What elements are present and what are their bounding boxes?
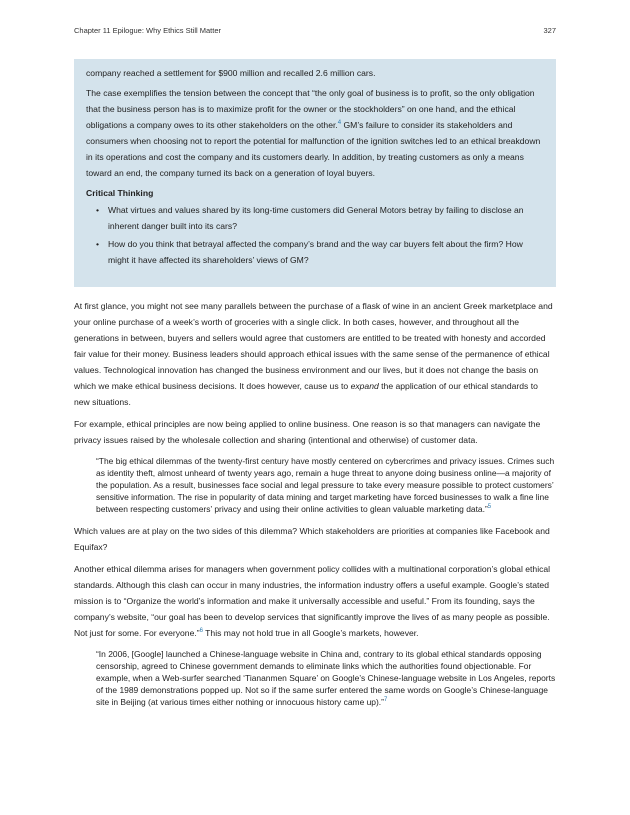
list-item: • How do you think that betrayal affected the company’s brand and the way car buyers felt about the firm? How might it have affected its shareholders’ views of GM? (108, 236, 544, 268)
quote-text: “The big ethical dilemmas of the twenty-first century have mostly centered on cybercrimes and privacy issues. Crimes such as identity theft, almost unheard of twenty years ago, remain a huge threat to anyone doing business online—a majority of the population. As a result, businesses face social and legal pressure to take every measure possible to protect customers’ sensitive information. The rise in popularity of data mining and target marketing have forced businesses to walk a fine line between respecting customers’ privacy and using their online activities to glean valuable marketing data.” (96, 456, 555, 514)
body-paragraph: Which values are at play on the two sides of this dilemma? Which stakeholders are priorities at companies like Facebook and Equifax? (74, 526, 550, 552)
footnote-link[interactable]: 6 (199, 628, 203, 635)
body-text: This may not hold true in all Google’s markets, however. (202, 628, 419, 638)
body-paragraph (74, 298, 556, 410)
case-paragraph (86, 85, 544, 181)
case-text: GM’s failure to consider its stakeholders and consumers when choosing not to report the potential for malfunction of the ignition switches led to an ethical breakdown in its operations and cost the company and its customers dearly. In addition, by treating customers as only a means toward an end, the company turned its back on a generation of loyal buyers. (86, 120, 541, 178)
chapter-title: Chapter 11 Epilogue: Why Ethics Still Matter (74, 26, 222, 35)
case-study-box (74, 59, 556, 287)
running-header (74, 26, 556, 35)
block-quote (96, 455, 556, 515)
case-text: The case exemplifies the tension between the concept that “the only goal of business is to profit, so the only obligation that the business person has is to maximize profit for the owner or the stockholders” on one hand, and the ethical obligations a company owes to its other stakeholders on the other. (86, 88, 535, 130)
body-paragraph: For example, ethical principles are now being applied to online business. One reason is so that managers can navigate the privacy issues raised by the wholesale collection and sharing (intentional and otherwise) of customer data. (74, 419, 541, 445)
quote-text: “In 2006, [Google] launched a Chinese-language website in China and, contrary to its global ethical standards opposing censorship, agreed to Chinese government demands to eliminate links which the authorities found objectionable. For example, when a Web-surfer searched ‘Tiananmen Square’ on Google’s Chinese-language website in Los Angeles, reports of the 1989 demonstrations popped up. Not so if the same surfer entered the same words on Google’s Chinese-language site in Beijing (at various times either nothing or innocuous history came up).” (96, 649, 556, 707)
list-item: • What virtues and values shared by its long-time customers did General Motors betray by failing to disclose an inherent danger built into its cars? (108, 202, 544, 234)
page-number: 327 (543, 26, 556, 35)
body-paragraph (74, 561, 556, 641)
critical-thinking-list (86, 202, 544, 268)
main-text (74, 298, 556, 716)
body-text: the application of our ethical standards to new situations. (74, 381, 538, 407)
case-paragraph: company reached a settlement for $900 million and recalled 2.6 million cars. (86, 68, 376, 78)
footnote-link[interactable]: 5 (487, 504, 492, 511)
body-text: At first glance, you might not see many parallels between the purchase of a flask of wine in an ancient Greek marketplace and your online purchase of a week’s worth of groceries with a single click. In both cases, however, and throughout all the generations in between, buyers and sellers would agree that customers are entitled to be treated with honesty and accorded fair value for their money. Business leaders should approach ethical issues with the same sense of the permanence of ethical values. Technological innovation has changed the business environment and our lives, but it does not change the basis on which we make ethical business decisions. It does however, cause us to (74, 301, 553, 391)
footnote-link[interactable]: 7 (383, 697, 388, 704)
footnote-link[interactable]: 4 (337, 120, 342, 127)
block-quote (96, 648, 556, 708)
body-text: Another ethical dilemma arises for managers when government policy collides with a multinational corporation’s global ethical standards. Although this clash can occur in many industries, the information industry offers a useful example. Google’s stated mission is to “Organize the world’s information and make it universally accessible and useful.” From its founding, says the company’s website, “our goal has been to develop services that significantly improve the lives of as many people as possible. Not just for some. For everyone.” (74, 564, 551, 638)
emphasis-text: expand (350, 381, 379, 391)
critical-thinking-heading: Critical Thinking (86, 188, 154, 198)
